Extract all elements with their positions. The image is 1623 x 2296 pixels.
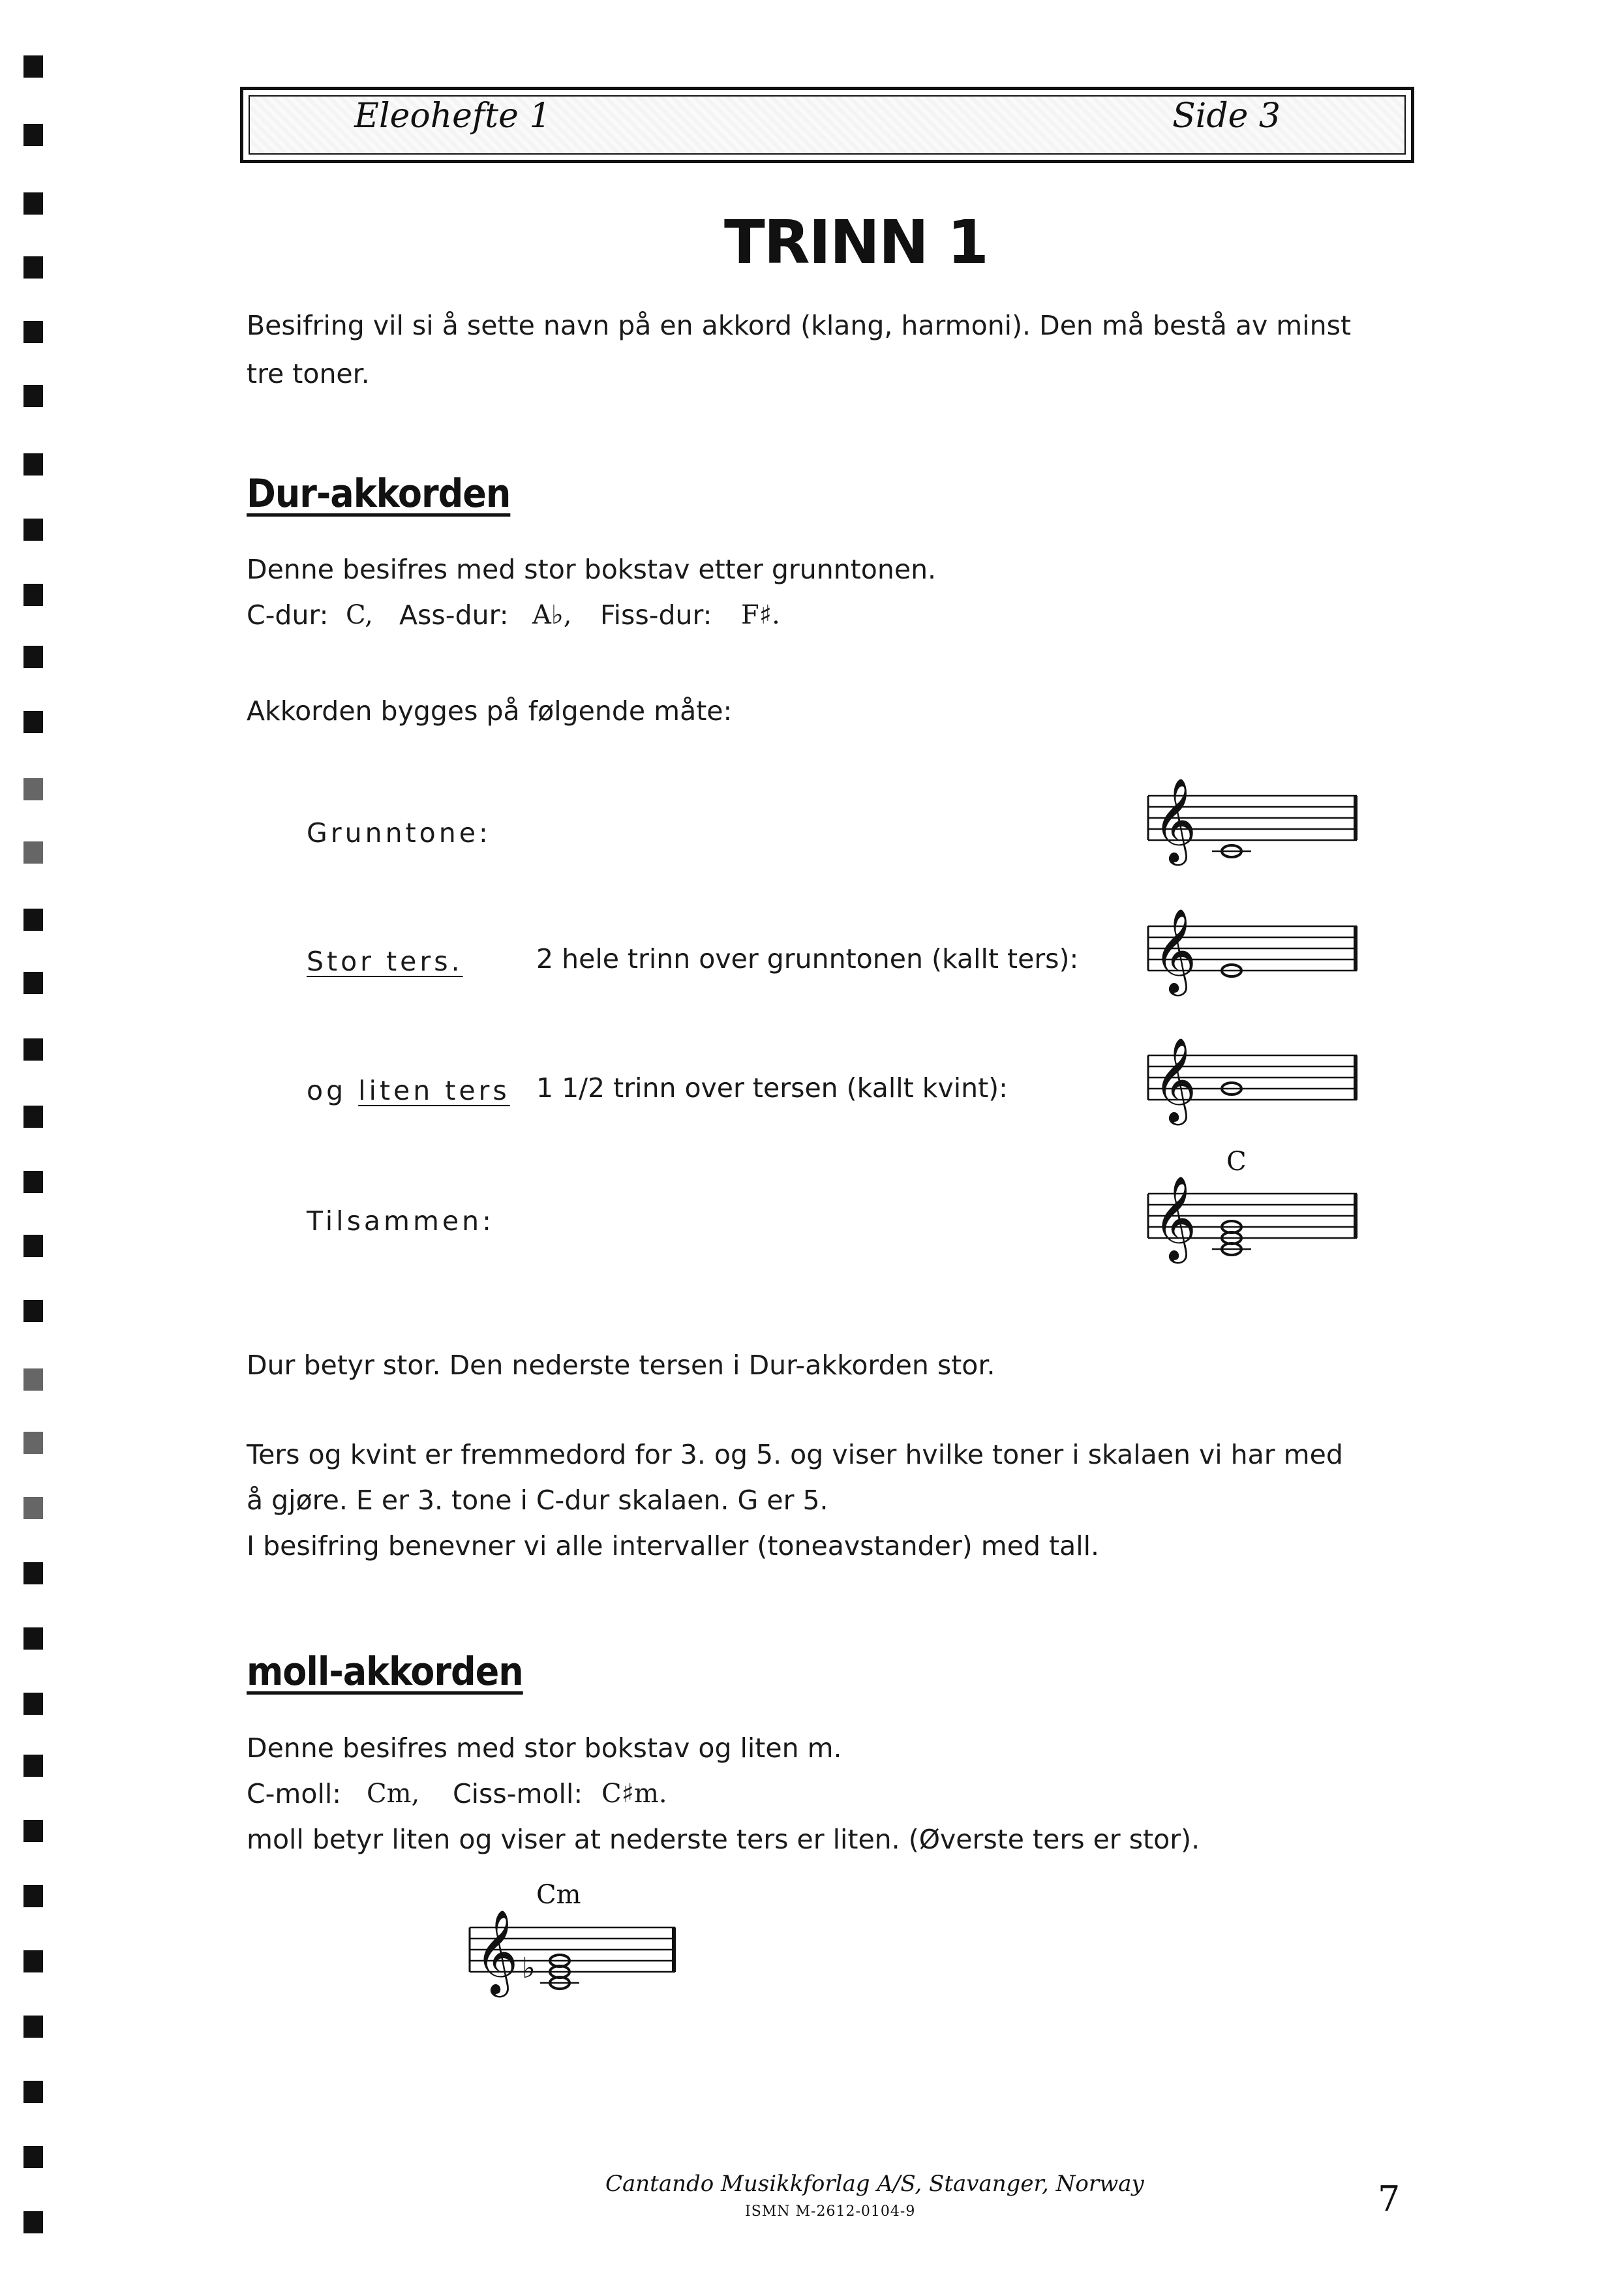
- footer-publisher: Cantando Musikkforlag A/S, Stavanger, Norway: [605, 2171, 1144, 2197]
- header-right: Side 3: [1172, 97, 1281, 136]
- treble-clef-icon: 𝄞: [1153, 1037, 1197, 1122]
- flat-icon: ♭: [522, 1952, 536, 1985]
- footer-ismn: ISMN M-2612-0104-9: [745, 2203, 916, 2220]
- treble-clef-icon: 𝄞: [475, 1909, 519, 1994]
- staff-chord-cm: [457, 1898, 691, 2016]
- chord-symbol-c: C: [1226, 1147, 1247, 1177]
- page-number: 7: [1378, 2179, 1401, 2220]
- dur-after-3: I besifring benevner vi alle intervaller (toneavstander) med tall.: [247, 1530, 1100, 1562]
- dur-example-3-symbol: F♯.: [741, 600, 780, 630]
- step-grunntone-label: Grunntone:: [307, 817, 491, 849]
- section-heading-moll: moll-akkorden: [247, 1649, 523, 1695]
- step-tilsammen-label: Tilsammen:: [307, 1205, 494, 1237]
- dur-example-2-label: Ass-dur:: [399, 599, 509, 631]
- section-heading-dur: Dur-akkorden: [247, 471, 511, 517]
- dur-line-1: Denne besifres med stor bokstav etter grunntonen.: [247, 554, 937, 585]
- dur-after-2-line-1: Ters og kvint er fremmedord for 3. og 5. og viser hvilke toner i skalaen vi har med: [247, 1439, 1343, 1470]
- moll-example-2-label: Ciss-moll:: [453, 1778, 583, 1809]
- moll-example-2-symbol: C♯m.: [601, 1779, 667, 1809]
- dur-example-1-symbol: C,: [346, 600, 373, 630]
- dur-after-1: Dur betyr stor. Den nederste tersen i Dur-akkorden stor.: [247, 1350, 995, 1381]
- step-liten-ters-prefix: og: [307, 1075, 359, 1106]
- staff-ters: [1135, 897, 1383, 1008]
- step-liten-ters-desc: 1 1/2 trinn over tersen (kallt kvint):: [536, 1072, 1008, 1104]
- page-title: TRINN 1: [724, 207, 988, 277]
- step-stor-ters-desc: 2 hele trinn over grunntonen (kallt ters):: [536, 943, 1079, 974]
- dur-build-intro: Akkorden bygges på følgende måte:: [247, 695, 733, 727]
- treble-clef-icon: 𝄞: [1153, 778, 1197, 862]
- step-stor-ters-label: Stor ters.: [307, 946, 463, 977]
- step-liten-ters-label: liten ters: [358, 1075, 510, 1106]
- moll-line-1: Denne besifres med stor bokstav og liten m.: [247, 1732, 842, 1764]
- moll-example-1-label: C-moll:: [247, 1778, 342, 1809]
- staff-grunntone: [1135, 766, 1383, 877]
- dur-example-1-label: C-dur:: [247, 599, 329, 631]
- staff-kvint: [1135, 1026, 1383, 1137]
- dur-example-3-label: Fiss-dur:: [600, 599, 712, 631]
- moll-example-1-symbol: Cm,: [367, 1779, 420, 1809]
- staff-chord-c: [1135, 1164, 1383, 1275]
- header-left: Eleohefte 1: [354, 97, 551, 136]
- intro-line-1: Besifring vil si å sette navn på en akkord (klang, harmoni). Den må bestå av minst: [247, 310, 1352, 341]
- intro-line-2: tre toner.: [247, 358, 370, 389]
- treble-clef-icon: 𝄞: [1153, 1175, 1197, 1260]
- moll-line-3: moll betyr liten og viser at nederste ters er liten. (Øverste ters er stor).: [247, 1824, 1200, 1855]
- dur-example-2-symbol: A♭,: [532, 600, 572, 630]
- treble-clef-icon: 𝄞: [1153, 908, 1197, 993]
- dur-after-2-line-2: å gjøre. E er 3. tone i C-dur skalaen. G er 5.: [247, 1485, 828, 1516]
- page-header: [240, 87, 1414, 163]
- chord-symbol-cm: Cm: [536, 1880, 581, 1910]
